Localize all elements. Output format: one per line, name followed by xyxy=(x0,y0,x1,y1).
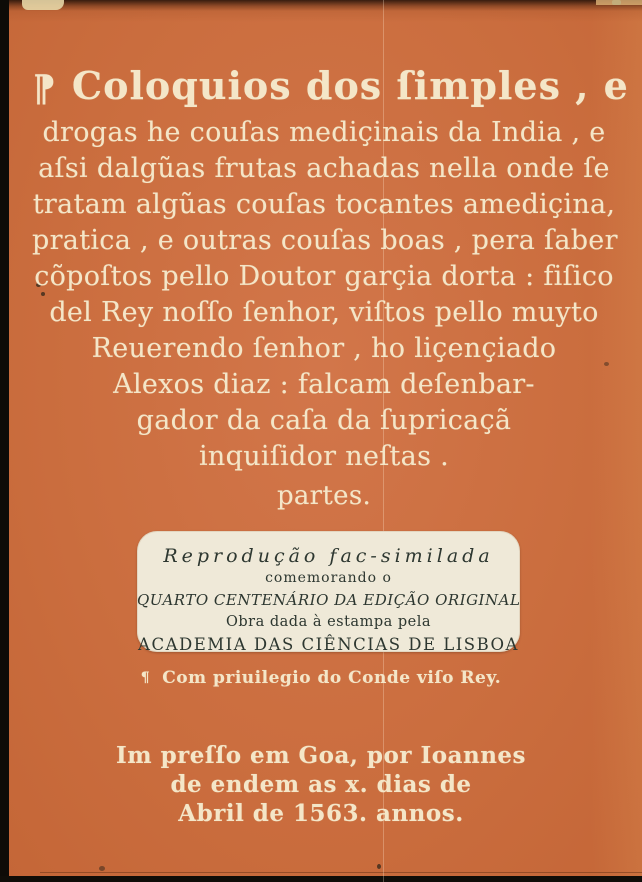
plaque-line-1: Reprodução fac-similada xyxy=(163,545,494,567)
privilege-line xyxy=(0,668,642,688)
pilcrow-icon: ¶ xyxy=(140,670,151,686)
capitulum-pilcrow-mark: ¶ xyxy=(32,68,56,110)
title-line-3: aſsi dalgũas frutas achadas nella onde ſe xyxy=(38,153,610,184)
ink-speck xyxy=(377,864,381,869)
privilege-text: Com priuilegio do Conde viſo Rey. xyxy=(162,668,502,688)
bottom-cover-crease xyxy=(40,872,642,873)
plaque-line-3: QUARTO CENTENÁRIO DA EDIÇÃO ORIGINAL xyxy=(137,591,521,609)
imprint-line-3: Abril de 1563. annos. xyxy=(178,800,464,827)
top-right-paper-sliver xyxy=(596,0,642,5)
ink-speck xyxy=(99,866,105,871)
title-line-12: partes. xyxy=(276,481,372,511)
title-line-1 xyxy=(32,58,629,115)
title-text-block xyxy=(32,58,629,517)
title-line-4: tratam algũas couſas tocantes amediçina, xyxy=(32,189,616,220)
facsimile-plaque xyxy=(137,531,520,652)
imprint-line-1: Im preſſo em Goa, por Ioannes xyxy=(115,742,527,769)
title-line-11: inquiſidor neſtas . xyxy=(198,441,450,472)
plaque-line-2: comemorando o xyxy=(265,570,392,586)
title-line-8: Reuerendo ſenhor , ho liçençiado xyxy=(91,333,557,364)
plaque-line-5: ACADEMIA DAS CIÊNCIAS DE LISBOA xyxy=(138,635,519,654)
bottom-edge-shadow xyxy=(0,876,642,882)
title-line-6: cõpoſtos pello Doutor garçia dorta : fiſico xyxy=(34,261,614,292)
imprint-line-2: de endem as x. dias de xyxy=(170,771,472,798)
title-line-10: gador da caſa da ſupricaçã xyxy=(136,405,512,436)
title-line-1-text: Coloquios dos ſimples , e xyxy=(71,63,629,108)
plaque-line-4: Obra dada à estampa pela xyxy=(226,614,431,630)
title-line-2: drogas he couſas mediçinais da India , e xyxy=(42,117,606,148)
worn-corner-chip xyxy=(22,0,64,10)
title-line-5: pratica , e outras couſas boas , pera ſaber xyxy=(32,225,618,256)
imprint-block xyxy=(0,741,642,828)
title-line-9: Alexos diaz : falcam deſenbar- xyxy=(113,369,535,400)
title-line-7: del Rey noſſo ſenhor, viſtos pello muyto xyxy=(49,297,599,328)
